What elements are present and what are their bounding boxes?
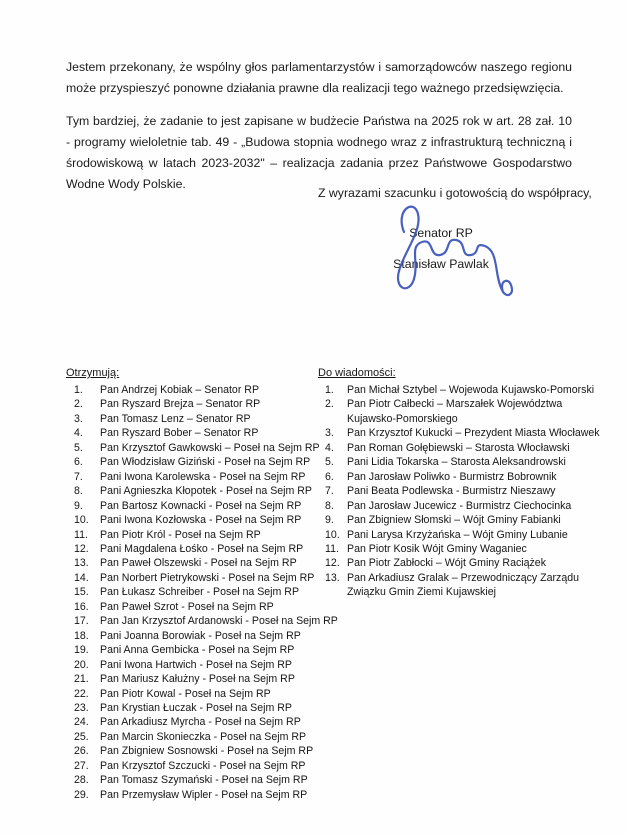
recipient-list-item	[66, 542, 342, 556]
list-item-text: Pan Ryszard Bober – Senator RP	[100, 427, 259, 440]
list-item-text: Pan Piotr Król - Poseł na Sejm RP	[100, 528, 261, 541]
list-item-number: 2.	[74, 398, 83, 411]
list-item-number: 7.	[74, 470, 83, 483]
recipient-list-item	[66, 441, 342, 455]
list-item-text: Pani Anna Gembicka - Poseł na Sejm RP	[100, 644, 295, 657]
signer-name: Stanisław Pawlak	[393, 257, 489, 271]
recipient-list-item	[66, 571, 342, 585]
list-item-text: Pani Lidia Tokarska – Starosta Aleksandrowski	[347, 456, 566, 469]
list-item-number: 12.	[325, 557, 340, 570]
closing-salutation: Z wyrazami szacunku i gotowością do współpracy,	[318, 186, 592, 200]
list-item-text: Pan Michał Sztybel – Wojewoda Kujawsko-Pomorski	[347, 384, 595, 396]
recipient-list-item	[66, 687, 342, 701]
list-item-text: Pani Beata Podlewska - Burmistrz Nieszawy	[347, 485, 556, 498]
list-item-text: Pani Iwona Kozłowska - Poseł na Sejm RP	[100, 514, 302, 527]
cc-heading: Do wiadomości:	[318, 367, 396, 379]
list-item-number: 12.	[74, 542, 89, 555]
cc-list-item	[318, 513, 605, 527]
list-item-number: 28.	[74, 774, 89, 787]
list-item-number: 4.	[74, 427, 83, 440]
handwritten-signature	[352, 194, 522, 306]
list-item-text: Pan Norbert Pietrykowski - Poseł na Sejm RP	[100, 571, 315, 584]
list-item-text: Pan Piotr Kosik Wójt Gminy Waganiec	[347, 542, 527, 555]
list-item-number: 21.	[74, 673, 89, 686]
recipient-list-item	[66, 715, 342, 729]
list-item-number: 27.	[74, 759, 89, 772]
cc-list-item	[318, 397, 605, 426]
recipient-list-item	[66, 788, 342, 802]
list-item-text: Pan Piotr Kowal - Poseł na Sejm RP	[100, 687, 271, 700]
list-item-number: 6.	[325, 470, 334, 483]
list-item-number: 14.	[74, 571, 89, 584]
list-item-text: Pan Zbigniew Sosnowski - Poseł na Sejm RP	[100, 745, 314, 758]
recipient-list-item	[66, 614, 342, 628]
list-item-text: Pani Magdalena Łośko - Poseł na Sejm RP	[100, 542, 304, 555]
list-item-text: Pani Iwona Hartwich - Poseł na Sejm RP	[100, 658, 292, 671]
cc-list-item	[318, 484, 605, 498]
recipient-list-item	[66, 397, 342, 411]
list-item-text: Pan Piotr Zabłocki – Wójt Gminy Raciążek	[347, 557, 546, 570]
recipient-list-item	[66, 759, 342, 773]
recipient-list-item	[66, 470, 342, 484]
recipient-list-item	[66, 513, 342, 527]
recipient-list-item	[66, 528, 342, 542]
cc-list-item	[318, 441, 605, 455]
list-item-text: Pan Tomasz Szymański - Poseł na Sejm RP	[100, 774, 308, 787]
list-item-number: 10.	[325, 528, 340, 541]
recipient-list-item	[66, 383, 342, 397]
list-item-number: 19.	[74, 644, 89, 657]
recipient-list-item	[66, 455, 342, 469]
recipients-list	[66, 383, 342, 802]
list-item-number: 15.	[74, 586, 89, 599]
list-item-text: Pan Arkadiusz Gralak – Przewodniczący Zarządu Związku Gmin Ziemi Kujawskiej	[347, 571, 579, 599]
list-item-text: Pan Jarosław Jucewicz - Burmistrz Ciechocinka	[347, 499, 572, 512]
list-item-number: 17.	[74, 615, 89, 628]
body-paragraph-1: Jestem przekonany, że wspólny głos parlamentarzystów i samorządowców naszego regionu może przyspieszyć ponowne działania prawne dla realizacji tego ważnego przedsięwzięcia.	[66, 60, 572, 96]
recipient-list-item	[66, 556, 342, 570]
list-item-text: Pan Krzysztof Kukucki – Prezydent Miasta Włocławek	[347, 427, 600, 440]
list-item-number: 11.	[74, 528, 88, 541]
list-item-number: 4.	[325, 441, 334, 454]
list-item-number: 7.	[325, 485, 334, 498]
cc-list-item	[318, 470, 605, 484]
list-item-number: 29.	[74, 788, 89, 801]
cc-list-item	[318, 499, 605, 513]
list-item-number: 18.	[74, 629, 89, 642]
recipient-list-item	[66, 499, 342, 513]
recipient-list-item	[66, 672, 342, 686]
list-item-text: Pani Agnieszka Kłopotek - Poseł na Sejm RP	[100, 485, 312, 498]
list-item-text: Pan Jan Krzysztof Ardanowski - Poseł na Sejm RP	[100, 615, 338, 628]
list-item-text: Pan Ryszard Brejza – Senator RP	[100, 398, 261, 411]
list-item-number: 11.	[325, 542, 339, 555]
list-item-text: Pani Joanna Borowiak - Poseł na Sejm RP	[100, 629, 301, 642]
list-item-text: Pani Larysa Krzyżańska – Wójt Gminy Lubanie	[347, 528, 568, 541]
signature-stroke	[398, 207, 512, 295]
recipients-heading: Otrzymują:	[66, 367, 120, 379]
list-item-number: 1.	[325, 384, 334, 396]
list-item-number: 2.	[325, 398, 334, 411]
recipient-list-item	[66, 426, 342, 440]
list-item-number: 26.	[74, 745, 89, 758]
list-item-number: 10.	[74, 514, 89, 527]
cc-list-item	[318, 542, 605, 556]
list-item-text: Pan Piotr Całbecki – Marszałek Województwa Kujawsko-Pomorskiego	[347, 398, 563, 425]
list-item-text: Pan Bartosz Kownacki - Poseł na Sejm RP	[100, 499, 302, 512]
cc-list-item	[318, 571, 605, 600]
list-item-number: 5.	[325, 456, 334, 469]
list-item-number: 5.	[74, 441, 83, 454]
list-item-text: Pan Mariusz Kałużny - Poseł na Sejm RP	[100, 673, 295, 686]
list-item-text: Pan Arkadiusz Myrcha - Poseł na Sejm RP	[100, 716, 301, 729]
list-item-text: Pan Marcin Skonieczka - Poseł na Sejm RP	[100, 730, 307, 743]
list-item-number: 23.	[74, 701, 89, 714]
list-item-text: Pan Andrzej Kobiak – Senator RP	[100, 384, 260, 396]
recipient-list-item	[66, 484, 342, 498]
recipient-list-item	[66, 585, 342, 599]
list-item-number: 8.	[74, 485, 83, 498]
list-item-text: Pan Łukasz Schreiber - Poseł na Sejm RP	[100, 586, 300, 599]
list-item-text: Pan Tomasz Lenz – Senator RP	[100, 412, 251, 425]
cc-list-item	[318, 556, 605, 570]
list-item-number: 16.	[74, 600, 89, 613]
list-item-number: 9.	[325, 514, 334, 527]
cc-list-item	[318, 455, 605, 469]
recipient-list-item	[66, 773, 342, 787]
list-item-number: 3.	[74, 412, 83, 425]
cc-list-item	[318, 383, 605, 397]
list-item-number: 24.	[74, 716, 89, 729]
recipient-list-item	[66, 412, 342, 426]
list-item-text: Pan Zbigniew Słomski – Wójt Gminy Fabianki	[347, 514, 561, 527]
list-item-number: 20.	[74, 658, 89, 671]
cc-list-item	[318, 426, 605, 440]
list-item-text: Pan Paweł Szrot - Poseł na Sejm RP	[100, 600, 274, 613]
cc-section	[318, 367, 605, 600]
list-item-text: Pan Krzysztof Gawkowski – Poseł na Sejm RP	[100, 441, 320, 454]
list-item-number: 13.	[74, 557, 89, 570]
list-item-number: 25.	[74, 730, 89, 743]
recipient-list-item	[66, 730, 342, 744]
list-item-text: Pan Paweł Olszewski - Poseł na Sejm RP	[100, 557, 297, 570]
cc-list	[318, 383, 605, 600]
list-item-number: 9.	[74, 499, 83, 512]
recipient-list-item	[66, 629, 342, 643]
list-item-number: 3.	[325, 427, 334, 440]
list-item-number: 1.	[74, 384, 83, 396]
list-item-text: Pani Iwona Karolewska - Poseł na Sejm RP	[100, 470, 306, 483]
list-item-number: 8.	[325, 499, 334, 512]
recipients-section	[66, 367, 342, 802]
list-item-text: Pan Roman Gołębiewski – Starosta Włocławski	[347, 441, 570, 454]
list-item-number: 22.	[74, 687, 89, 700]
list-item-text: Pan Krzysztof Szczucki - Poseł na Sejm RP	[100, 759, 306, 772]
list-item-number: 6.	[74, 456, 83, 469]
body-paragraph-2: Tym bardziej, że zadanie to jest zapisane w budżecie Państwa na 2025 rok w art. 28 zał. 10 - programy wieloletnie tab. 49 - „Budowa stopnia wodnego wraz z infrastrukturą techniczną i środowiskową w latach 2023-2032" – realizacja zadania przez Państwowe Gospodarstwo Wodne Wody Polskie.	[66, 114, 572, 192]
recipient-list-item	[66, 658, 342, 672]
list-item-text: Pan Jarosław Poliwko - Burmistrz Bobrownik	[347, 470, 557, 483]
recipient-list-item	[66, 744, 342, 758]
recipient-list-item	[66, 600, 342, 614]
list-item-text: Pan Krystian Łuczak - Poseł na Sejm RP	[100, 701, 292, 714]
list-item-number: 13.	[325, 571, 340, 584]
recipient-list-item	[66, 701, 342, 715]
list-item-text: Pan Przemysław Wipler - Poseł na Sejm RP	[100, 788, 308, 801]
signer-title: Senator RP	[409, 226, 473, 240]
cc-list-item	[318, 528, 605, 542]
recipient-list-item	[66, 643, 342, 657]
list-item-text: Pan Włodzisław Giziński - Poseł na Sejm RP	[100, 456, 311, 469]
